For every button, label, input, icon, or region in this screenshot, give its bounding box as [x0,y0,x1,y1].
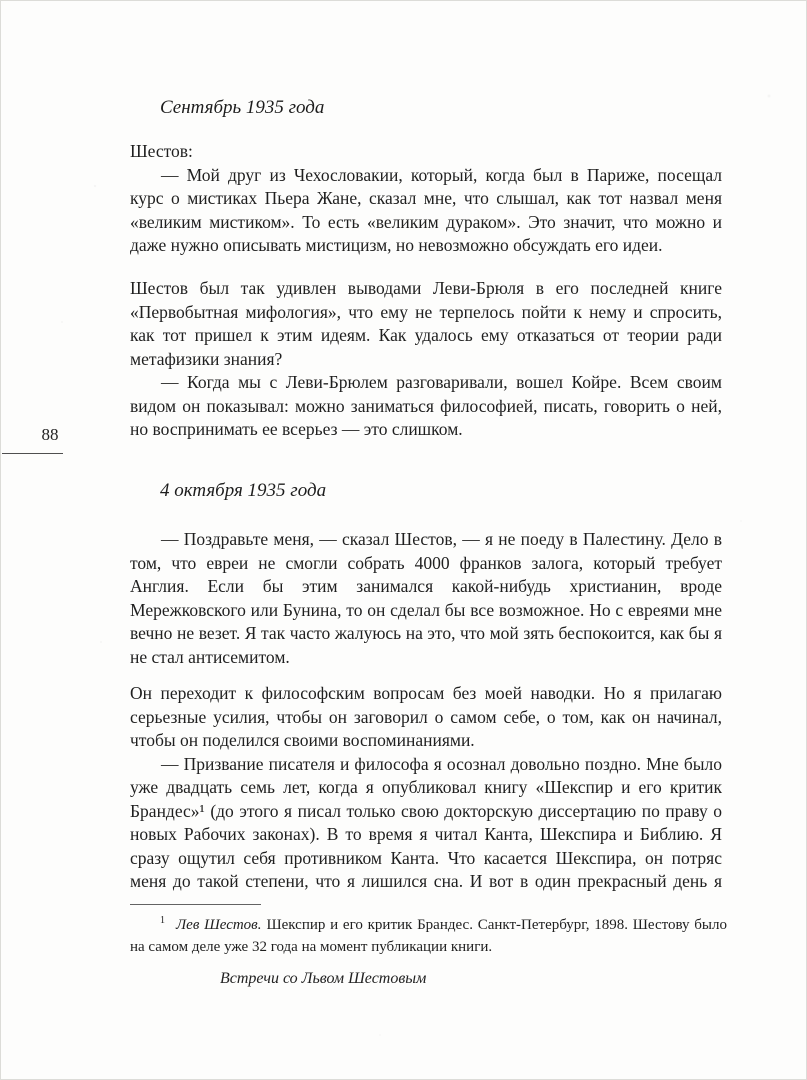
footnote-author: Лев Шестов. [176,917,262,933]
date-heading-september-1935: Сентябрь 1935 года [160,97,325,118]
date-heading-october-4-1935: 4 октября 1935 года [160,480,327,501]
paragraph-shestov-label: Шестов: [130,141,193,161]
paragraph-philosophical-questions: Он переходит к философским вопросам без моей наводки. Но я прилагаю серьезные усилия, чтобы он заговорил о самом себе, о том, как он начинал, чтобы он поделился своими воспоминаниями. [130,683,722,750]
paragraph-koyre-enters: — Когда мы с Леви-Брюлем разговаривали, вошел Койре. Всем своим видом он показывал: можно заниматься философией, писать, говорить о ней, но воспринимать ее всерьез — это слишком. [130,372,722,439]
paragraph-levy-bruhl-surprise: Шестов был так удивлен выводами Леви-Брюля в его последней книге «Первобытная мифология», что ему не терпелось пойти к нему и спросить, как тот пришел к этим идеям. Как удалось ему отказаться от теории ради метафизики знания? [130,278,722,369]
dialogue-block-palestine [130,528,722,669]
paragraph-writers-calling: — Призвание писателя и философа я осознал довольно поздно. Мне было уже двадцать семь лет, когда я опубликовал книгу «Шекспир и его критик Брандес»¹ (до этого я писал только свою докторскую диссертацию по праву о новых Рабочих законах). В то время я читал Канта, Шекспира и Библию. Я сразу ощутил себя противником Канта. Что касается Шекспира, он потряс меня до такой степени, что я лишился сна. И вот в один прекрасный день я [130,753,722,891]
footnote-text: Шекспир и его критик Брандес. Санкт-Петербург, 1898. Шестову было на самом деле уже 32 года на момент публикации книги. [130,917,727,955]
page-number: 88 [41,425,59,444]
narrative-block-levy-bruhl [130,277,722,442]
footnote-marker: 1 [160,915,165,926]
footnote-rule [130,904,261,905]
paragraph-friend-from-czechoslovakia: — Мой друг из Чехословакии, который, когда был в Париже, посещал курс о мистиках Пьера Жане, сказал мне, что слышал, как тот назвал меня «великим мистиком». То есть «великим дураком». Это значит, что можно и даже нужно описывать мистицизм, но невозможно обсуждать его идеи. [130,164,722,255]
dialogue-block-september [130,140,722,258]
narrative-block-memoirs [130,682,722,894]
footnote [130,914,727,958]
paragraph-palestine: — Поздравьте меня, — сказал Шестов, — я не поеду в Палестину. Дело в том, что евреи не смогли собрать 4000 франков залога, который требует Англия. Если бы этим занимался какой-нибудь христианин, вроде Мережковского или Бунина, то он сделал бы все возможное. Но с евреями мне вечно не везет. Я так часто жалуюсь на это, что мой зять беспокоится, как бы я не стал антисемитом. [130,529,722,667]
running-footer-title: Встречи со Львом Шестовым [220,970,427,987]
page-number-rule [2,453,63,454]
